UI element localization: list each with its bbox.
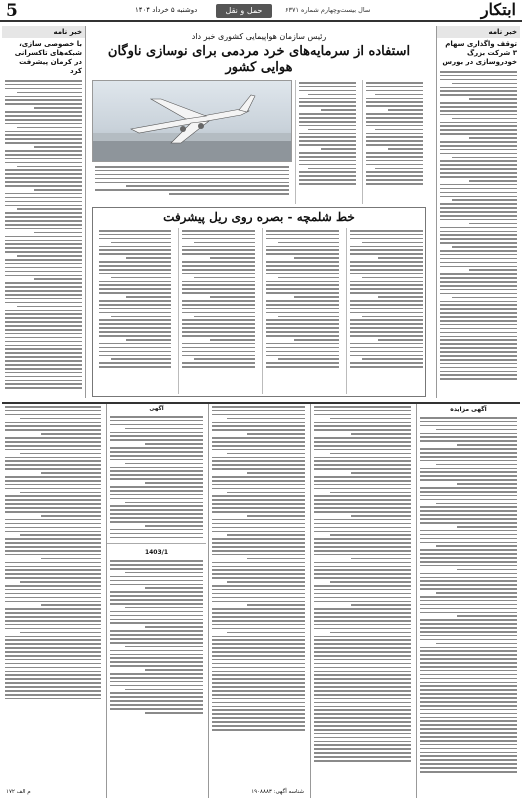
classified-ad-title: آگهی (149, 406, 164, 412)
story2-column-3 (178, 228, 258, 394)
right-column-headline: توقف واگذاری سهام ۳ شرکت بزرگ خودروسازی در بورس (442, 40, 517, 66)
story2-column-2 (262, 228, 342, 394)
page-header (0, 0, 522, 22)
airplane-icon (92, 81, 291, 162)
story2-column-1 (346, 228, 426, 394)
classified-ads-section (2, 402, 520, 796)
classified-ad-code: 1403/1 (144, 549, 169, 557)
issue-line: سال بیست‌وچهارم شماره ۶۳۷۱ (285, 6, 371, 14)
main-story-column-2 (295, 80, 359, 204)
right-news-column (436, 26, 520, 398)
page-number: 5 (6, 1, 18, 21)
classified-footer-code: م الف ۱۷۲ (6, 789, 31, 795)
classified-column-title: آگهی مزایده (450, 406, 487, 413)
right-column-box-title: خبر نامه (437, 26, 520, 38)
left-column-headline: با خصوصی سازی، شبکه‌های تاکسرانی در کرمان پیشرفت کرد (14, 40, 82, 75)
main-story-headline: استفاده از سرمایه‌های خرد مردمی برای نوسازی ناوگان هوایی کشور (107, 44, 411, 75)
classified-column-1 (416, 404, 520, 798)
left-news-column (2, 26, 86, 398)
main-story-column-1 (362, 80, 426, 204)
section-badge: حمل و نقل (216, 4, 272, 18)
issue-date: دوشنبه ۵ خرداد ۱۴۰۴ (135, 6, 198, 14)
classified-column-2 (310, 404, 414, 798)
classified-column-4 (106, 404, 206, 798)
classified-notice-id: شناسه آگهی: ۱۹۰۸۸۸۳ (251, 789, 304, 795)
classified-column-3 (208, 404, 308, 798)
newspaper-logo: ابتکار (480, 0, 516, 19)
right-column-body (437, 69, 520, 382)
story2-headline: خط شلمچه - بصره روی ریل پیشرفت (163, 210, 355, 224)
photo-caption (92, 164, 292, 200)
left-column-box-title: خبر نامه (2, 26, 85, 38)
left-column-body (2, 78, 85, 391)
classified-column-5 (2, 404, 104, 798)
main-story-kicker: رئیس سازمان هواپیمایی کشوری خبر داد (191, 32, 327, 41)
airplane-photo (92, 80, 292, 162)
story2-column-4 (96, 228, 174, 394)
classified-ad-box (107, 404, 206, 544)
